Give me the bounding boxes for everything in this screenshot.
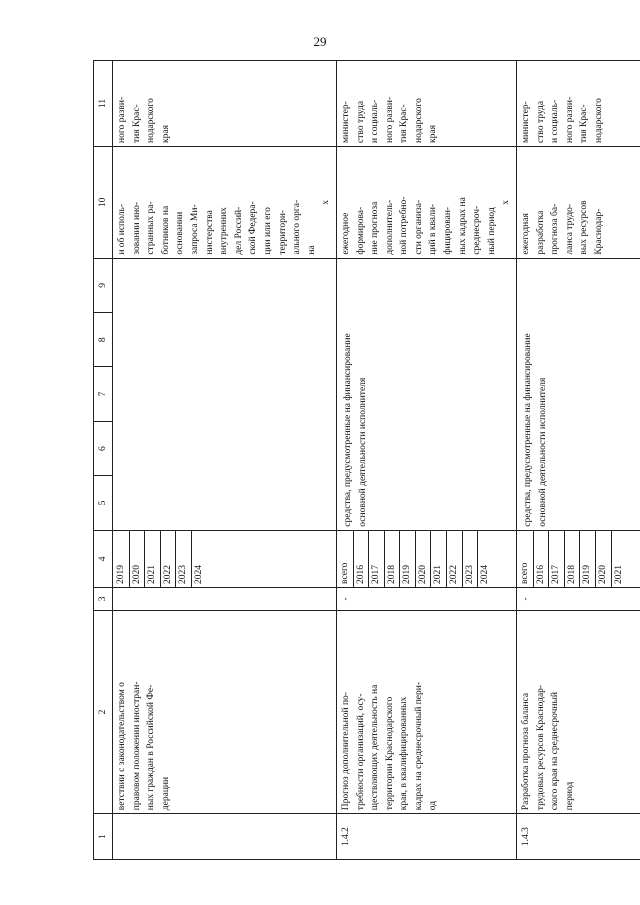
year-label: 2024 — [193, 564, 204, 584]
row-number-cell: 1.4.2 — [336, 814, 516, 860]
measure-name-line: од — [428, 800, 439, 811]
measure-name-cell — [336, 610, 516, 813]
status-mark-cell — [113, 587, 337, 610]
measure-name-line: ных граждан в Российской Фе- — [146, 684, 157, 811]
result-tail: х — [501, 199, 512, 205]
funding-line: средства, предусмотренные на финансирование — [342, 333, 353, 527]
year-label: 2023 — [463, 531, 479, 587]
result-line: вых ресурсов — [579, 200, 590, 255]
result-line: ций в квали- — [428, 203, 439, 255]
result-line: основании — [175, 211, 186, 255]
year-label: 2016 — [534, 531, 550, 587]
measure-name-line: ветствии с законодательством о — [117, 682, 127, 811]
result-line: внутренних — [219, 207, 230, 255]
result-cell — [517, 146, 640, 258]
table-row — [517, 61, 640, 860]
years-cell — [336, 530, 516, 587]
measure-name-line: период — [564, 781, 575, 811]
executor-line: министер- — [340, 101, 351, 143]
measure-name-line: правовом положении иностран- — [131, 681, 142, 811]
result-line: дополнитель- — [384, 199, 395, 255]
year-label: 2020 — [130, 531, 146, 587]
year-label: 2016 — [354, 531, 370, 587]
years-cell — [113, 530, 337, 587]
executor-line: нодарского — [146, 98, 157, 143]
header-cell: 9 — [94, 258, 113, 312]
year-label: 2021 — [145, 531, 161, 587]
header-cell: 2 — [94, 610, 113, 813]
year-label: 2022 — [447, 531, 463, 587]
table-body — [113, 61, 640, 860]
funding-line: основной деятельности исполнителя — [537, 377, 548, 527]
header-cell: 11 — [94, 61, 113, 147]
header-cell: 1 — [94, 814, 113, 860]
result-line: ботников на — [160, 205, 171, 255]
year-label: 2020 — [596, 531, 612, 587]
year-label: 2022 — [161, 531, 177, 587]
executor-line: и социаль- — [550, 99, 561, 143]
result-line: нистерства — [204, 210, 215, 255]
measure-name-cell — [517, 610, 640, 813]
measure-name-line: требности организаций, осу- — [355, 693, 366, 811]
result-line: ежегодное — [340, 212, 351, 255]
executor-line: тия Крас- — [579, 104, 590, 143]
executor-line: министер- — [521, 101, 532, 143]
header-cell: 7 — [94, 367, 113, 421]
result-line: формирова- — [355, 206, 366, 255]
executor-line: ство труда — [355, 100, 366, 143]
result-line: запроса Ми- — [189, 204, 200, 255]
result-line: сти организа- — [413, 199, 424, 255]
executor-line: ного разви- — [384, 96, 395, 143]
result-line: ежегодная — [521, 213, 532, 255]
result-line: дел Россий- — [233, 206, 244, 255]
result-line: фицирован- — [443, 206, 454, 255]
year-label: 2018 — [565, 531, 581, 587]
result-line: разработка — [535, 210, 546, 255]
status-mark-cell: - — [336, 587, 516, 610]
year-label: 2019 — [400, 531, 416, 587]
result-line: ние прогноза — [370, 201, 381, 255]
table-row — [336, 61, 516, 860]
executor-cell — [113, 61, 337, 147]
header-cell: 4 — [94, 530, 113, 587]
measure-name-line: дерации — [160, 776, 171, 811]
executor-cell — [517, 61, 640, 147]
funding-cell — [517, 258, 640, 530]
measure-name-line: Прогноз дополнительной по- — [340, 692, 351, 811]
result-line: Краснодар- — [594, 208, 604, 255]
measure-name-line: территории Краснодарского — [384, 696, 395, 811]
row-number-cell: 1.4.3 — [517, 814, 640, 860]
executor-line: тия Крас- — [131, 104, 142, 143]
executor-line: края — [160, 125, 171, 143]
result-line: и об исполь- — [117, 203, 127, 255]
result-line: территори- — [277, 209, 288, 255]
year-label: 2024 — [480, 564, 491, 584]
executor-line: края — [428, 125, 439, 143]
funding-line: средства, предусмотренные на финансирование — [523, 333, 534, 527]
result-cell — [336, 146, 516, 258]
result-line: зовании ино- — [131, 201, 142, 255]
measure-name-line: трудовых ресурсов Краснодар- — [535, 684, 546, 811]
program-table — [93, 60, 640, 860]
status-mark-cell: - — [517, 587, 640, 610]
result-line: ной потребно- — [399, 196, 410, 255]
year-label: 2021 — [431, 531, 447, 587]
year-label: 2021 — [613, 564, 624, 584]
year-label: всего — [338, 531, 354, 587]
result-line: ный период — [486, 207, 497, 255]
year-label: всего — [518, 531, 534, 587]
table-row — [113, 61, 337, 860]
executor-line: и социаль- — [370, 99, 381, 143]
result-line: ных кадрах на — [457, 197, 468, 255]
header-cell: 5 — [94, 476, 113, 530]
executor-line: ного разви- — [117, 96, 127, 143]
result-line: среднесроч- — [472, 205, 483, 255]
year-label: 2019 — [114, 531, 130, 587]
result-line: ции или его — [262, 207, 273, 255]
year-label: 2019 — [580, 531, 596, 587]
year-label: 2017 — [369, 531, 385, 587]
result-line: на — [306, 245, 317, 255]
year-label: 2020 — [416, 531, 432, 587]
result-line: ской Федера- — [248, 201, 259, 255]
result-line: прогноза ба- — [550, 203, 561, 255]
header-cell: 10 — [94, 146, 113, 258]
executor-line: тия Крас- — [399, 104, 410, 143]
result-cell — [113, 146, 337, 258]
page-number: 29 — [313, 34, 327, 49]
measure-name-line: кадрах на среднесрочный пери- — [413, 681, 424, 811]
years-cell — [517, 530, 640, 587]
measure-name-line: ществляющих деятельность на — [370, 684, 381, 811]
funding-line: основной деятельности исполнителя — [357, 377, 368, 527]
result-line: ланса трудо- — [564, 203, 575, 255]
executor-cell — [336, 61, 516, 147]
funding-cell — [113, 258, 337, 530]
year-label: 2018 — [385, 531, 401, 587]
executor-line: нодарского — [594, 98, 604, 143]
header-cell: 3 — [94, 587, 113, 610]
measure-name-cell — [113, 610, 337, 813]
year-label: 2023 — [176, 531, 192, 587]
year-label: 2017 — [549, 531, 565, 587]
executor-line: нодарского — [413, 98, 424, 143]
header-cell: 8 — [94, 313, 113, 367]
executor-line: ного разви- — [564, 96, 575, 143]
table-header-row — [94, 61, 113, 860]
result-line: ального орга- — [292, 199, 303, 255]
measure-name-line: края, в квалифицированных — [399, 696, 410, 811]
row-number-cell — [113, 814, 337, 860]
rotated-table-container — [93, 60, 624, 860]
result-tail: х — [321, 199, 332, 205]
executor-line: ство труда — [535, 100, 546, 143]
funding-cell — [336, 258, 516, 530]
header-cell: 6 — [94, 421, 113, 475]
result-line: странных ра- — [146, 201, 157, 255]
measure-name-line: Разработка прогноза баланса — [521, 692, 532, 811]
measure-name-line: ского края на среднесрочный — [550, 692, 561, 811]
